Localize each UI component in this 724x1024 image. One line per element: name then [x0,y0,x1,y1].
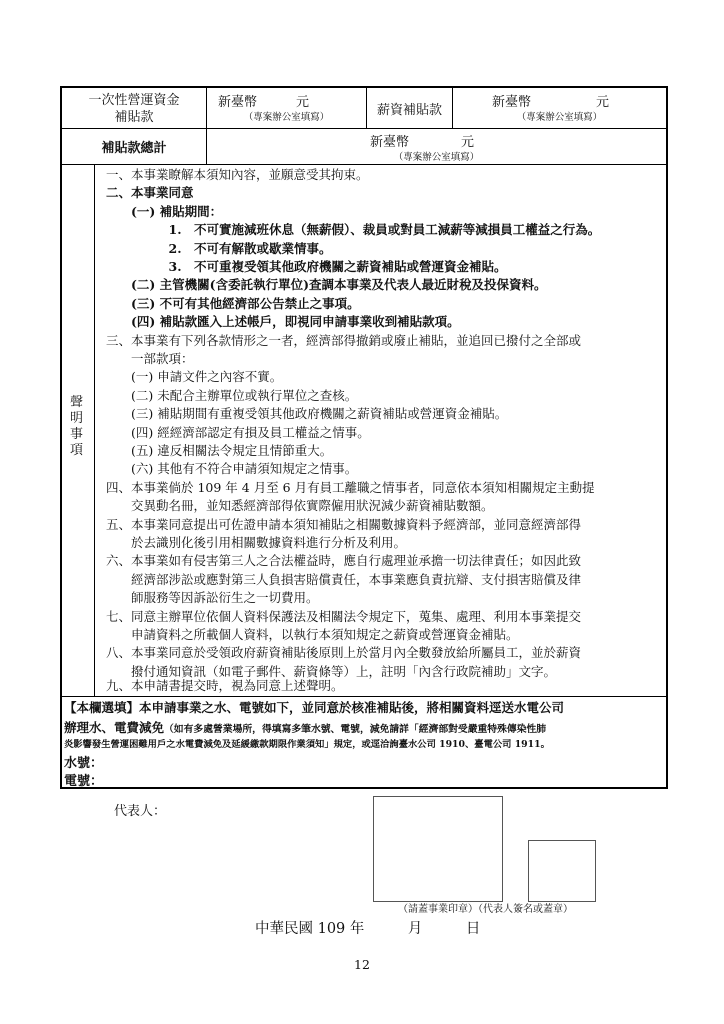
declaration-line: 一部款項： [106,351,194,366]
table-bottom-border [60,787,668,789]
declaration-line: (五) 違反相關法令規定且情節重大。 [106,443,333,458]
declaration-line: (二) 未配合主辦單位或執行單位之查核。 [106,387,358,403]
salary-subsidy-label: 薪資補貼款 [376,103,442,118]
stamp-caption: （請蓋事業印章）（代表人簽名或蓋章） [398,904,573,915]
subsidy-total-label: 補貼款總計 [101,141,167,156]
declaration-line: 七、同意主辦單位依個人資料保護法及相關法令規定下，蒐集、處理、利用本事業提交 [106,608,582,624]
optional-notice-line1: 【本欄選填】本申請事業之水、電號如下，並同意於核准補貼後，將相關資料逕送水電公司 [64,700,565,715]
declaration-line: (四) 補貼款匯入上述帳戶，即視同申請事業收到補貼款項。 [106,314,460,330]
table-row2-bottom [60,164,668,165]
declaration-line: 三、本事業有下列各款情形之一者，經濟部得撤銷或廢止補貼，並追回已撥付之全部或 [106,332,582,348]
declaration-line: (六) 其他有不符合申請須知規定之情事。 [106,461,358,477]
declaration-line: 3. 不可重複受領其他政府機關之薪資補貼或營運資金補貼。 [106,259,507,274]
declaration-line: 師服務等因訴訟衍生之一切費用。 [106,590,319,606]
declaration-line: 八、本事業同意於受領政府薪資補貼後原則上於當月內全數發放給所屬員工，並於薪資 [106,645,582,661]
declaration-line: 於去識別化後引用相關數據資料進行分析及利用。 [106,535,407,550]
one-time-capital-label-line1: 一次性營運資金 [88,93,180,108]
date-line: 中華民國 109 年 月 日 [255,921,481,937]
table-top-border [60,86,668,88]
one-time-capital-label [62,92,206,126]
salary-amount-field[interactable]: 新臺幣 元 [492,95,610,110]
representative-label: 代表人： [114,804,167,819]
optional-notice-line2-rest: （如有多處營業場所，得填寫多筆水號、電號，減免請詳「經濟部對受嚴重特殊傳染性肺 [164,724,547,735]
declaration-line: 五、本事業同意提出可佐證申請本須知補貼之相關數據資料予經濟部，並同意經濟部得 [106,516,582,532]
declaration-line: (二) 主管機關(含委託執行單位)查調本事業及代表人最近財稅及投保資料。 [106,277,547,293]
table-row1-bottom [60,128,668,129]
table-right-border [666,86,668,788]
declaration-line: 2. 不可有解散或歇業情事。 [106,240,332,256]
page-number: 12 [354,957,370,972]
declaration-line: 申請資料之所載個人資料，以執行本須知規定之薪資或營運資金補貼。 [106,627,519,642]
water-number-field[interactable] [110,752,650,768]
power-number-label: 電號： [64,774,104,789]
capital-amount-field[interactable]: 新臺幣 元 [218,95,310,110]
declaration-line: (三) 補貼期間有重複受領其他政府機關之薪資補貼或營運資金補貼。 [106,406,508,422]
declaration-line: (三) 不可有其他經濟部公告禁止之事項。 [106,295,360,311]
declaration-line: (一) 申請文件之內容不實。 [106,369,283,385]
declaration-line: 二、本事業同意 [106,185,194,201]
table-declaration-bottom [60,696,668,697]
declaration-line: 四、本事業倘於 109 年 4 月至 6 月有員工離職之情事者，同意依本須知相關規定主動提 [106,479,595,495]
company-seal-box[interactable] [373,796,503,902]
declaration-line: (一) 補貼期間： [106,203,223,219]
optional-notice-line2-bold: 辦理水、電費減免 [64,720,165,735]
table-left-border [60,86,62,788]
declaration-line: (四) 經經濟部認定有損及員工權益之情事。 [106,424,370,440]
declaration-line: 六、本事業如有侵害第三人之合法權益時，應自行處理並承擔一切法律責任；如因此致 [106,553,582,569]
optional-notice-line3: 炎影響發生營運困難用戶之水電費減免及延緩繳款期限作業須知」規定，或逕洽詢臺水公司 1910、臺電公司 1911。 [64,739,550,750]
representative-seal-box[interactable] [528,840,596,902]
optional-notice-line2 [64,717,546,736]
declaration-line: 交異動名冊，並知悉經濟部得依實際僱用狀況減少薪資補貼數額。 [106,498,494,514]
water-number-label: 水號： [64,756,104,771]
declaration-line: 1. 不可實施減班休息（無薪假）、裁員或對員工減薪等減損員工權益之行為。 [106,222,601,238]
salary-amount-note: （專案辦公室填寫） [516,112,603,123]
total-amount-note: （專案辦公室填寫） [393,152,480,163]
declaration-line: 一、本事業瞭解本須知內容，並願意受其拘束。 [106,167,369,182]
declaration-line: 經濟部涉訟或應對第三人負損害賠償責任，本事業應負責抗辯、支付損害賠償及律 [106,571,582,587]
capital-amount-note: （專案辦公室填寫） [243,112,330,123]
total-amount-field[interactable]: 新臺幣 元 [370,135,475,150]
declaration-line: 撥付通知資訊（如電子郵件、薪資條等）上，註明「內含行政院補助」文字。 [106,663,557,679]
declaration-label: 聲明事項 [70,395,84,458]
power-number-field[interactable] [110,770,650,786]
one-time-capital-label-line2: 補貼款 [114,110,154,125]
declaration-label-divider [94,164,95,697]
declaration-line: 九、本申請書提交時，視為同意上述聲明。 [106,678,344,693]
